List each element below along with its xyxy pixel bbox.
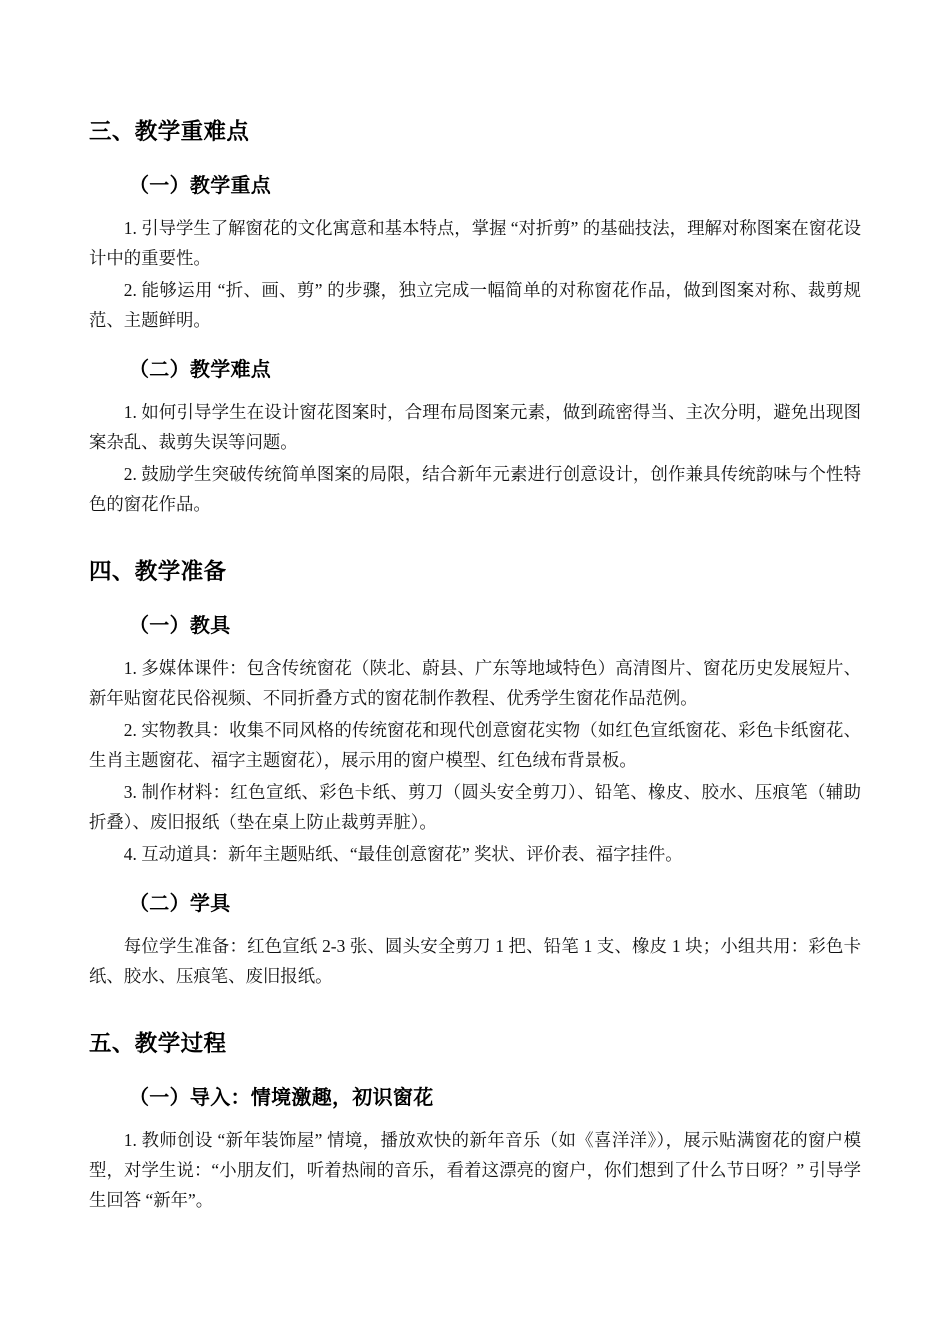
paragraph: 2. 能够运用 “折、画、剪” 的步骤，独立完成一幅简单的对称窗花作品，做到图案对称、裁剪规范、主题鲜明。 <box>89 279 861 330</box>
subsection-heading-4-2: （二）学具 <box>129 892 231 915</box>
subsection-heading-5-1: （一）导入：情境激趣，初识窗花 <box>129 1086 434 1109</box>
spacer <box>89 335 861 355</box>
paragraph: 4. 互动道具：新年主题贴纸、“最佳创意窗花” 奖状、评价表、福字挂件。 <box>123 843 683 864</box>
paragraph: 2. 鼓励学生突破传统简单图案的局限，结合新年元素进行创意设计，创作兼具传统韵味与个性特色的窗花作品。 <box>89 463 861 514</box>
spacer <box>89 641 861 653</box>
spacer <box>89 869 861 889</box>
subsection-heading-4-1: （一）教具 <box>129 614 231 637</box>
section-heading-4: 四、教学准备 <box>89 558 227 584</box>
section-heading-3: 三、教学重难点 <box>89 119 250 144</box>
spacer <box>89 1061 861 1083</box>
spacer <box>89 201 861 213</box>
spacer <box>89 1113 861 1125</box>
subsection-heading-3-1: （一）教学重点 <box>129 174 272 197</box>
paragraph: 1. 多媒体课件：包含传统窗花（陕北、蔚县、广东等地域特色）高清图片、窗花历史发展短片、新年贴窗花民俗视频、不同折叠方式的窗花制作教程、优秀学生窗花作品范例。 <box>89 657 861 708</box>
section-heading-5: 五、教学过程 <box>89 1030 227 1056</box>
paragraph: 每位学生准备：红色宣纸 2-3 张、圆头安全剪刀 1 把、铅笔 1 支、橡皮 1 块；小组共用：彩色卡纸、胶水、压痕笔、废旧报纸。 <box>89 935 861 986</box>
paragraph: 1. 如何引导学生在设计窗花图案时，合理布局图案元素，做到疏密得当、主次分明，避免出现图案杂乱、裁剪失误等问题。 <box>89 401 861 452</box>
paragraph: 1. 教师创设 “新年装饰屋” 情境，播放欢快的新年音乐（如《喜洋洋》），展示贴满窗花的窗户模型，对学生说：“小朋友们，听着热闹的音乐，看着这漂亮的窗户，你们想到了什么节日呀？” 引导学生回答 “新年”。 <box>89 1129 861 1210</box>
spacer <box>89 519 861 555</box>
subsection-heading-3-2: （二）教学难点 <box>129 358 272 381</box>
spacer <box>89 385 861 397</box>
spacer <box>89 919 861 931</box>
paragraph: 1. 引导学生了解窗花的文化寓意和基本特点，掌握 “对折剪” 的基础技法，理解对称图案在窗花设计中的重要性。 <box>89 217 861 268</box>
paragraph: 3. 制作材料：红色宣纸、彩色卡纸、剪刀（圆头安全剪刀）、铅笔、橡皮、胶水、压痕笔（辅助折叠）、废旧报纸（垫在桌上防止裁剪弄脏）。 <box>89 781 861 832</box>
paragraph: 2. 实物教具：收集不同风格的传统窗花和现代创意窗花实物（如红色宣纸窗花、彩色卡纸窗花、生肖主题窗花、福字主题窗花），展示用的窗户模型、红色绒布背景板。 <box>89 719 861 770</box>
spacer <box>89 589 861 611</box>
spacer <box>89 149 861 171</box>
spacer <box>89 991 861 1027</box>
